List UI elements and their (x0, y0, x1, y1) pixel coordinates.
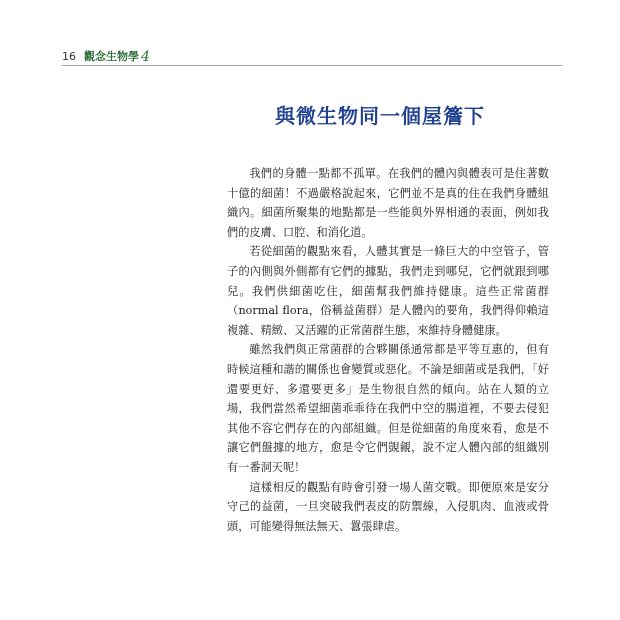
chapter-title: 與微生物同一個屋簷下 (275, 104, 485, 128)
page-number: 16 (62, 50, 76, 63)
paragraph-4: 這樣相反的觀點有時會引發一場人菌交戰。即便原來是安分守己的益菌，一旦突破我們表皮的防禦線，入侵肌肉、血液或骨頭，可能變得無法無天、囂張肆虐。 (227, 480, 549, 533)
body-text (227, 164, 549, 536)
paragraph-2: 若從細菌的觀點來看，人體其實是一條巨大的中空管子，管子的內側與外側都有它們的據點，我們走到哪兒，它們就跟到哪兒。我們供細菌吃住，細菌幫我們維持健康。這些正常菌群（normal flora，俗稱益菌群）是人體內的要角，我們得仰賴這複雜、精緻、又活躍的正常菌群生態，來維持身體健康。 (227, 245, 549, 337)
running-header (62, 44, 150, 64)
paragraph-1: 我們的身體一點都不孤單。在我們的體內與體表可是住著數十億的細菌！不過嚴格說起來，它們並不是真的住在我們身體組織內。細菌所聚集的地點都是一些能與外界相通的表面，例如我們的皮膚、口腔、和消化道。 (227, 167, 549, 239)
header-rule (62, 65, 562, 66)
paragraph-3: 雖然我們與正常菌群的合夥關係通常都是平等互惠的，但有時候這種和諧的關係也會變質或惡化。不論是細菌或是我們，「好還要更好、多還要更多」是生物很自然的傾向。站在人類的立場，我們當然希望細菌乖乖待在我們中空的腸道裡，不要去侵犯其他不容它們存在的內部組織。但是從細菌的角度來看，愈是不讓它們盤據的地方，愈是令它們覬覦，說不定人體內部的組織別有一番洞天呢！ (227, 343, 549, 474)
book-title-number: 4 (141, 49, 150, 65)
book-title: 觀念生物學 (84, 50, 139, 63)
